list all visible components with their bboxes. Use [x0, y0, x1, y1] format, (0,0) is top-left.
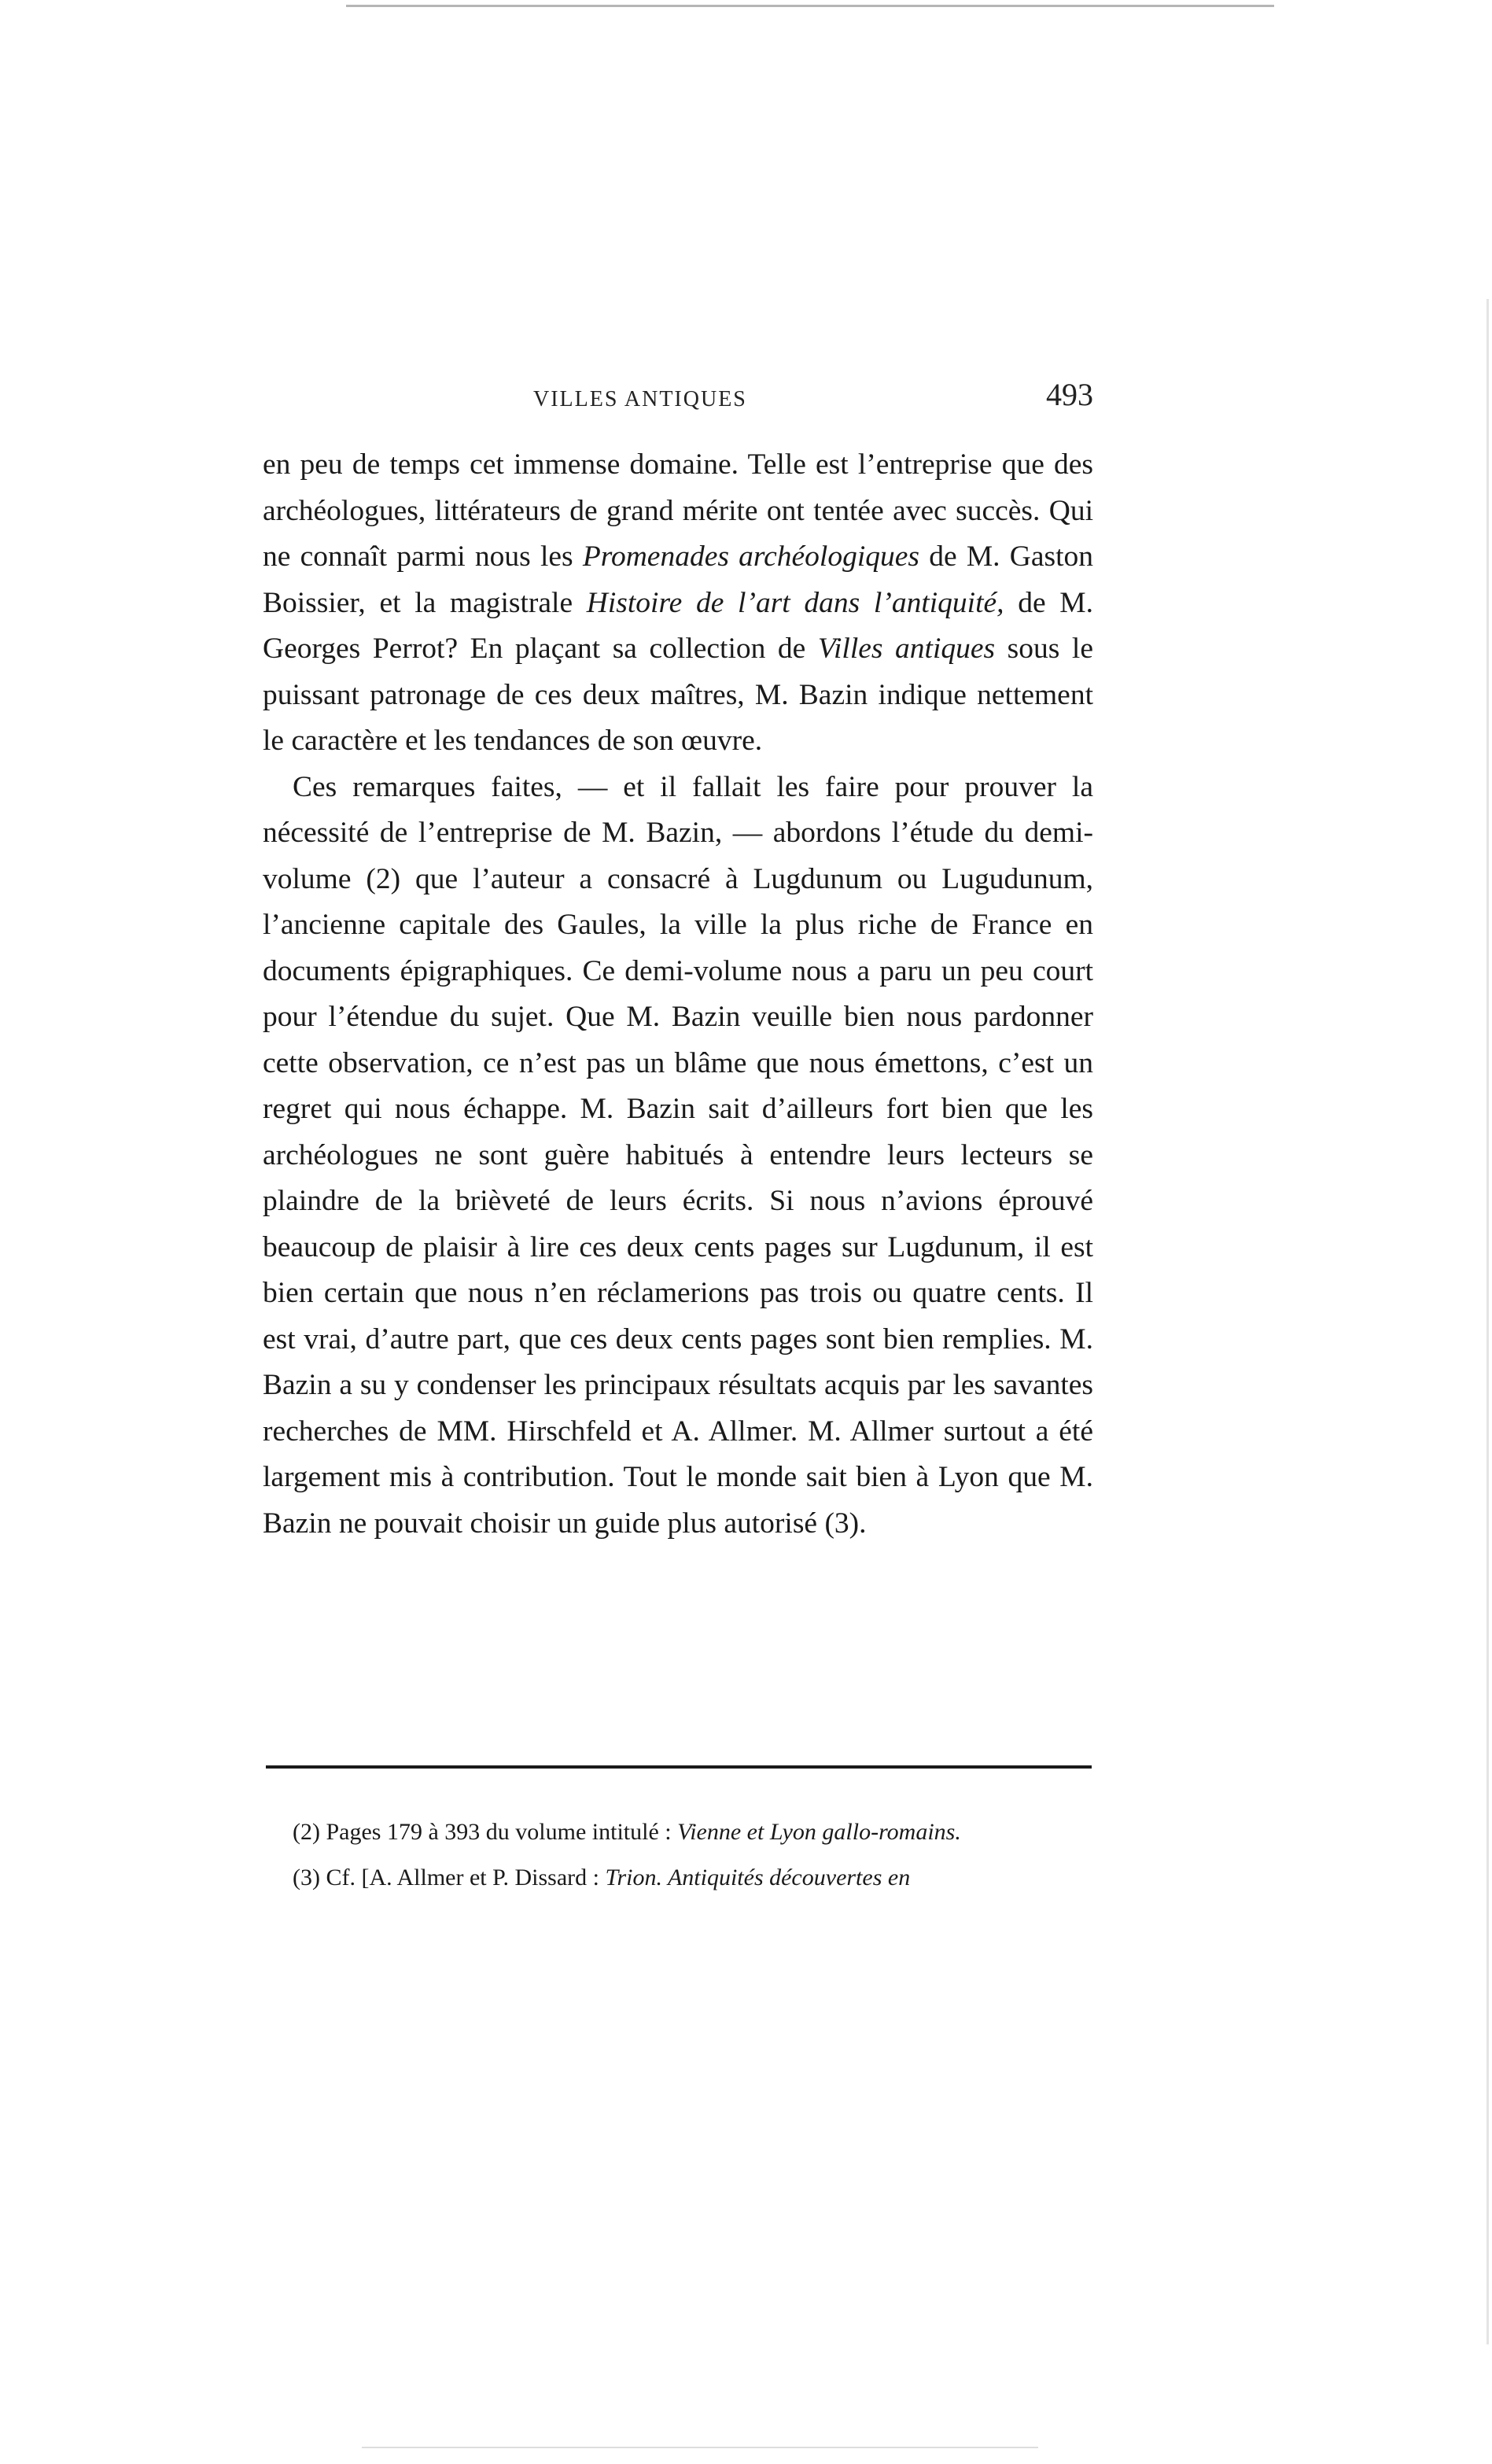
- paragraph-1-text-a: en peu de temps cet immense domaine. Telle est l’entreprise que des archéologues, littérateurs de grand mérite ont tentée avec succès. Qui ne connaît parmi nous les: [263, 448, 1093, 573]
- footnote-3-text: (3) Cf. [A. Allmer et P. Dissard :: [293, 1865, 606, 1890]
- bottom-scan-edge: [362, 2447, 1038, 2448]
- footnote-separator: [266, 1765, 1092, 1769]
- paragraph-1-title-villes: Villes antiques: [817, 633, 996, 665]
- running-head: [263, 376, 1093, 423]
- paragraph-1-title-histoire: Histoire de l’art dans l’antiquité,: [586, 586, 1004, 619]
- paragraph-1-title-promenades: Promenades archéologiques: [582, 540, 919, 573]
- running-head-title: VILLES ANTIQUES: [533, 387, 747, 411]
- paragraph-1-text-c: de M. Georges Perrot? En plaçant sa collection de: [263, 586, 1093, 665]
- page-number: 493: [1046, 377, 1093, 412]
- paragraph-1-text-b: de M. Gaston Boissier, et la magistrale: [263, 540, 1094, 619]
- footnote-3-title: Trion. Antiquités découvertes en: [605, 1865, 911, 1890]
- right-scan-edge: [1486, 299, 1489, 2344]
- paragraph-1: [263, 442, 1093, 765]
- top-scan-edge: [346, 5, 1274, 7]
- footnotes: [293, 1809, 1095, 1901]
- footnote-2-text: (2) Pages 179 à 393 du volume intitulé :: [293, 1819, 678, 1845]
- footnote-2: [293, 1809, 1095, 1855]
- footnote-2-title: Vienne et Lyon gallo-romains.: [677, 1819, 961, 1845]
- paragraph-1-text-d: sous le puissant patronage de ces deux maîtres, M. Bazin indique nettement le caractère et les tendances de son œuvre.: [263, 633, 1093, 757]
- body-text: [263, 442, 1093, 1547]
- paragraph-2: Ces remarques faites, — et il fallait les faire pour prouver la nécessité de l’entreprise de M. Bazin, — abordons l’étude du demi-volume (2) que l’auteur a consacré à Lugdunum ou Lugudunum, l’ancienne capitale des Gaules, la ville la plus riche de France en documents épigraphiques. Ce demi-volume nous a paru un peu court pour l’étendue du sujet. Que M. Bazin veuille bien nous pardonner cette observation, ce n’est pas un blâme que nous émettons, c’est un regret qui nous échappe. M. Bazin sait d’ailleurs fort bien que les archéologues ne sont guère habitués à entendre leurs lecteurs se plaindre de la brièveté de leurs écrits. Si nous n’avions éprouvé beaucoup de plaisir à lire ces deux cents pages sur Lugdunum, il est bien certain que nous n’en réclamerions pas trois ou quatre cents. Il est vrai, d’autre part, que ces deux cents pages sont bien remplies. M. Bazin a su y condenser les principaux résultats acquis par les savantes recherches de MM. Hirschfeld et A. Allmer. M. Allmer surtout a été largement mis à contribution. Tout le monde sait bien à Lyon que M. Bazin ne pouvait choisir un guide plus autorisé (3).: [263, 770, 1093, 1540]
- footnote-3: [293, 1855, 1095, 1901]
